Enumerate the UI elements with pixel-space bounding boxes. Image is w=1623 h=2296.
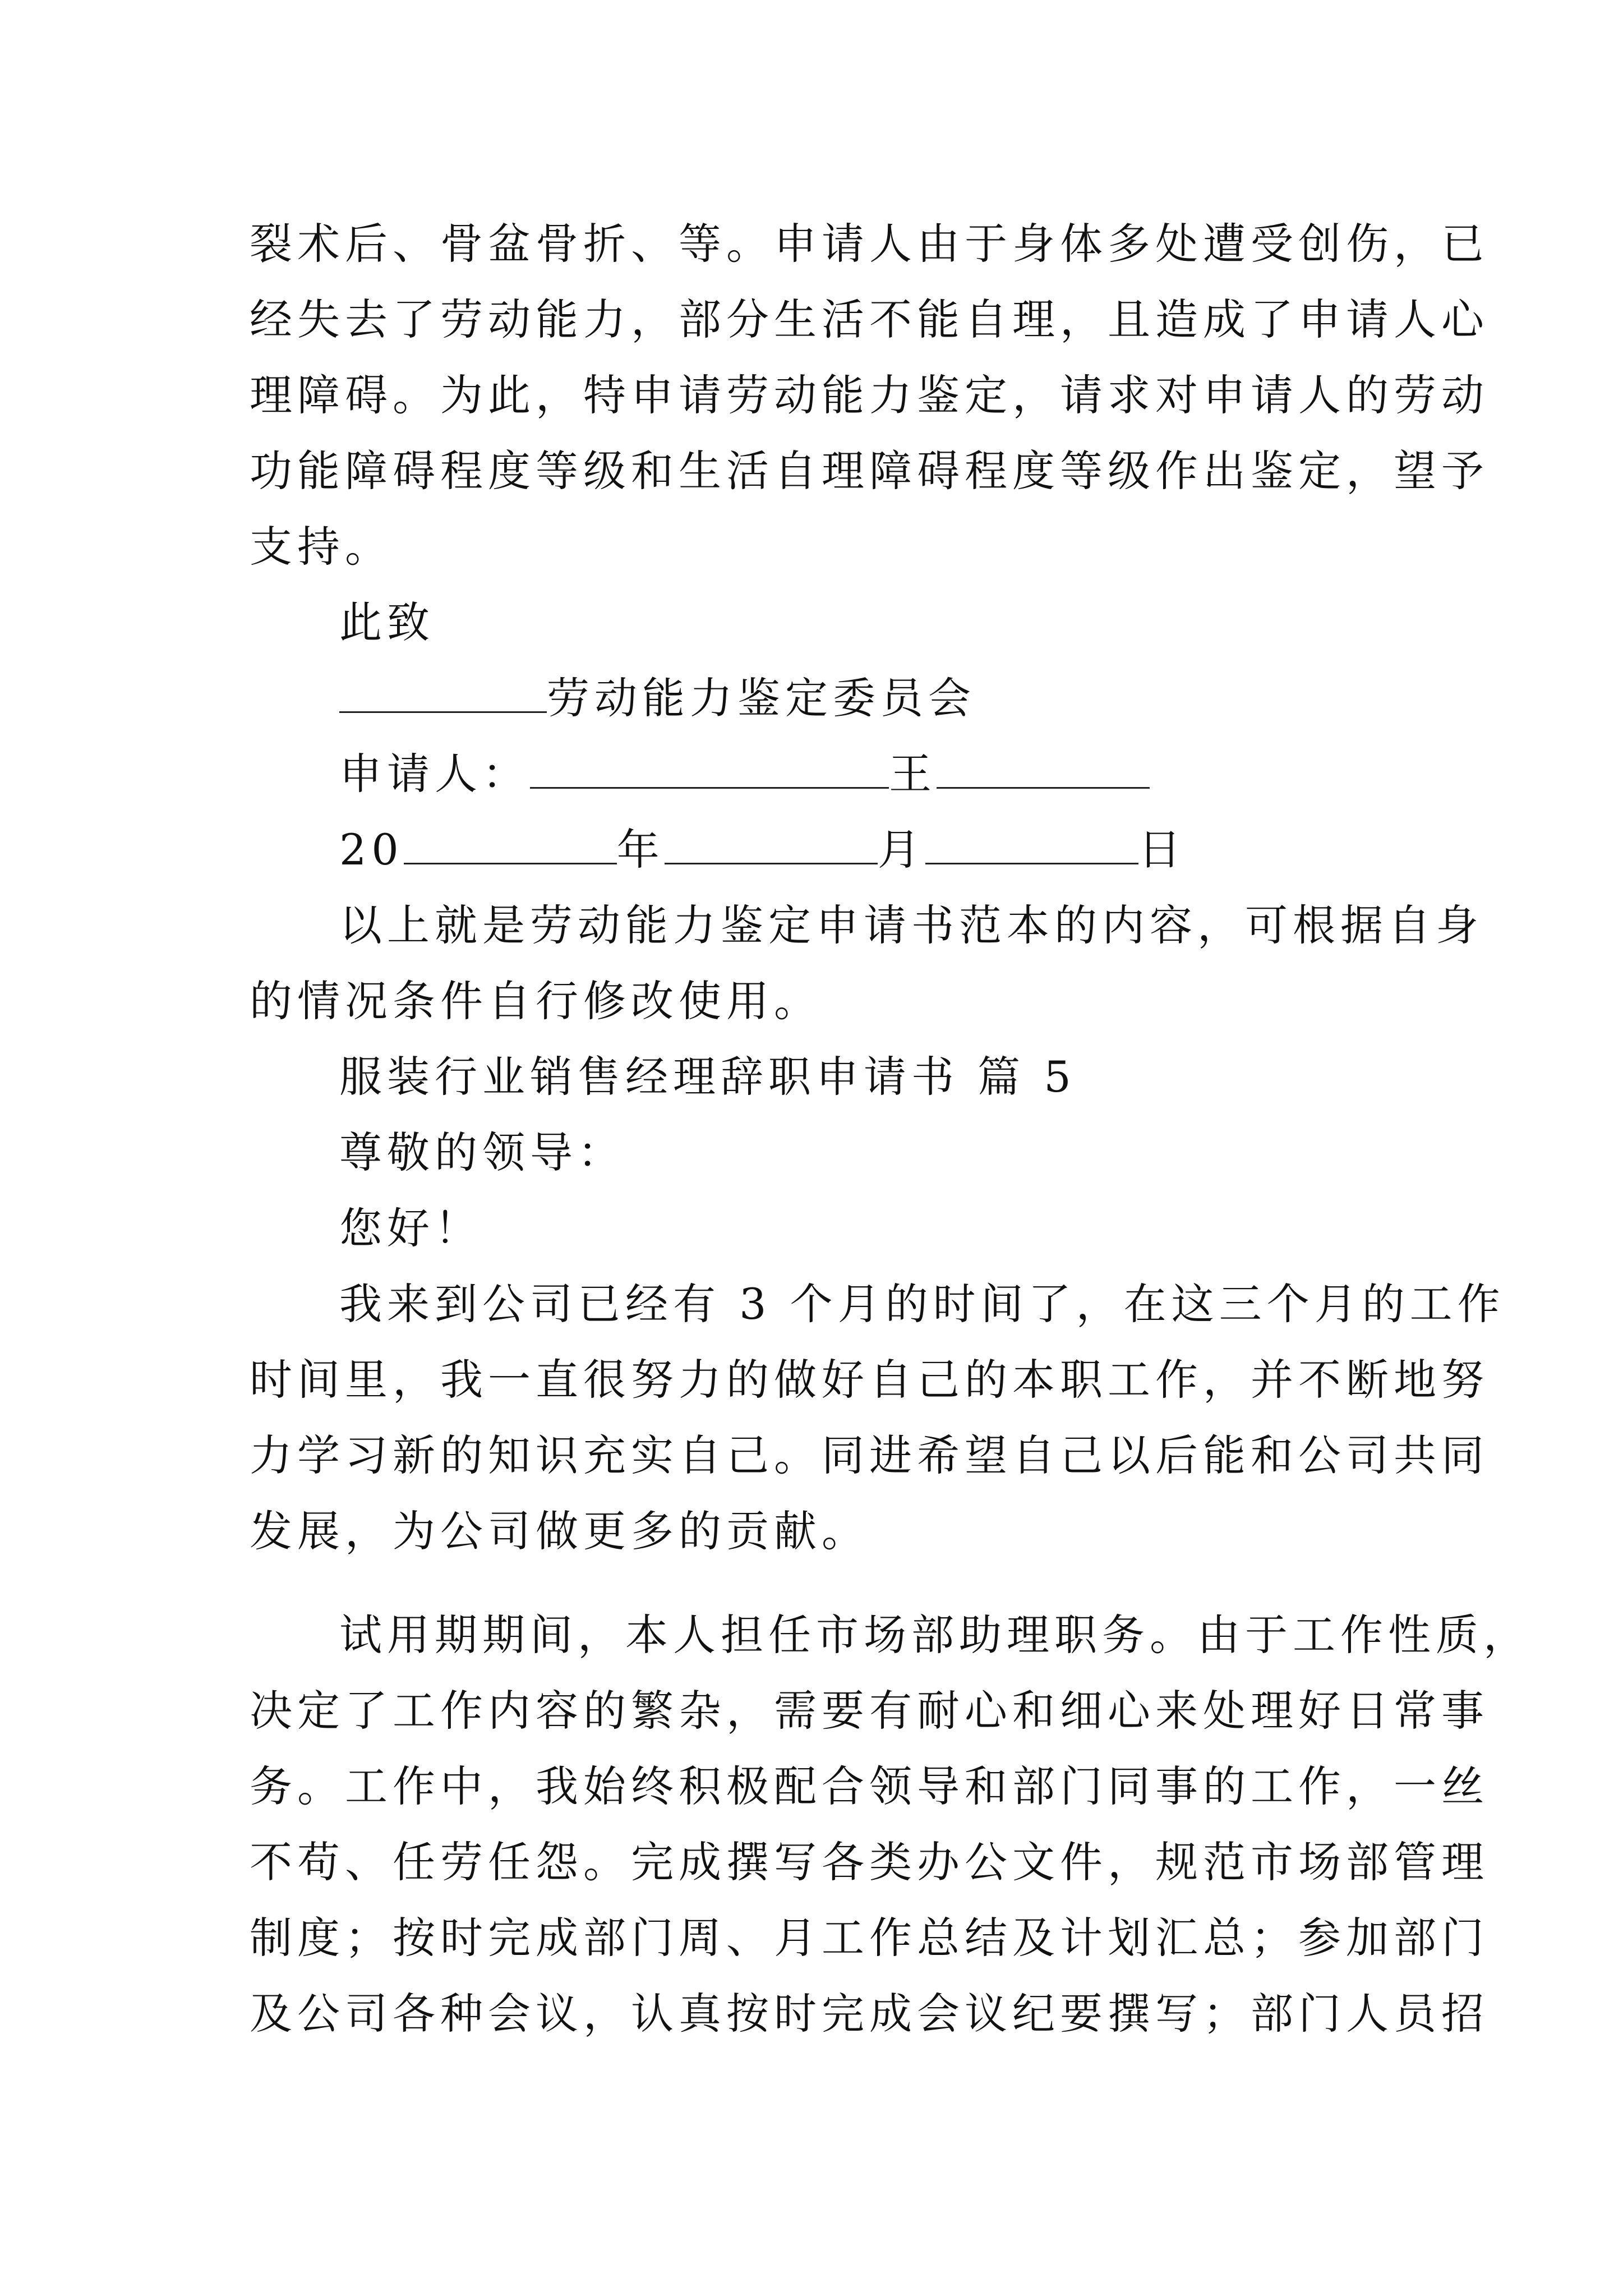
- date-month-label: 月: [877, 825, 925, 875]
- date-year-prefix: 20: [339, 825, 404, 875]
- paragraph-2-line-6: 及公司各种会议，认真按时完成会议纪要撰写；部门人员招: [250, 1989, 1489, 2039]
- salutation-closing: 此致: [339, 597, 435, 647]
- addressee-blank: [339, 671, 547, 713]
- applicant-label: 申请人：: [339, 749, 530, 799]
- paragraph-1-line-1: 我来到公司已经有 3 个月的时间了，在这三个月的工作: [339, 1279, 1505, 1329]
- paragraph-1-line-3: 力学习新的知识充实自己。同进希望自己以后能和公司共同: [250, 1430, 1489, 1480]
- paragraph-2-line-5: 制度；按时完成部门周、月工作总结及计划汇总；参加部门: [250, 1913, 1489, 1963]
- paragraph-2-line-2: 决定了工作内容的繁杂，需要有耐心和细心来处理好日常事: [250, 1686, 1489, 1736]
- applicant-blank-2: [937, 747, 1150, 789]
- addressee-text: 劳动能力鉴定委员会: [547, 673, 976, 723]
- body-line-3: 理障碍。为此，特申请劳动能力鉴定，请求对申请人的劳动: [250, 370, 1489, 420]
- section-title: 服装行业销售经理辞职申请书 篇 5: [339, 1052, 1076, 1102]
- summary-line-2: 的情况条件自行修改使用。: [250, 976, 822, 1026]
- body-line-4: 功能障碍程度等级和生活自理障碍程度等级作出鉴定，望予: [250, 446, 1489, 496]
- body-line-2: 经失去了劳动能力，部分生活不能自理，且造成了申请人心: [250, 295, 1489, 344]
- applicant-blank-1: [530, 747, 889, 789]
- paragraph-2-line-1: 试用期期间，本人担任市场部助理职务。由于工作性质，: [339, 1610, 1531, 1660]
- date-line: [339, 822, 1186, 878]
- paragraph-1-line-4: 发展，为公司做更多的贡献。: [250, 1506, 869, 1556]
- date-day-label: 日: [1138, 825, 1186, 875]
- body-line-1: 裂术后、骨盆骨折、等。申请人由于身体多处遭受创伤，已: [250, 219, 1489, 269]
- summary-line-1: 以上就是劳动能力鉴定申请书范本的内容，可根据自身: [339, 900, 1483, 950]
- letter-greeting: 您好！: [339, 1203, 482, 1253]
- paragraph-2-line-3: 务。工作中，我始终积极配合领导和部门同事的工作，一丝: [250, 1761, 1489, 1811]
- date-year-label: 年: [616, 825, 665, 875]
- date-year-blank: [404, 822, 617, 864]
- date-month-blank: [665, 822, 878, 864]
- date-day-blank: [925, 822, 1138, 864]
- letter-salutation: 尊敬的领导：: [339, 1128, 625, 1177]
- paragraph-1-line-2: 时间里，我一直很努力的做好自己的本职工作，并不断地努: [250, 1355, 1489, 1405]
- applicant-name: 王: [889, 749, 937, 799]
- body-line-5: 支持。: [250, 522, 393, 572]
- paragraph-2-line-4: 不苟、任劳任怨。完成撰写各类办公文件，规范市场部管理: [250, 1837, 1489, 1887]
- applicant-line: [339, 746, 1150, 802]
- addressee-line: [339, 670, 976, 726]
